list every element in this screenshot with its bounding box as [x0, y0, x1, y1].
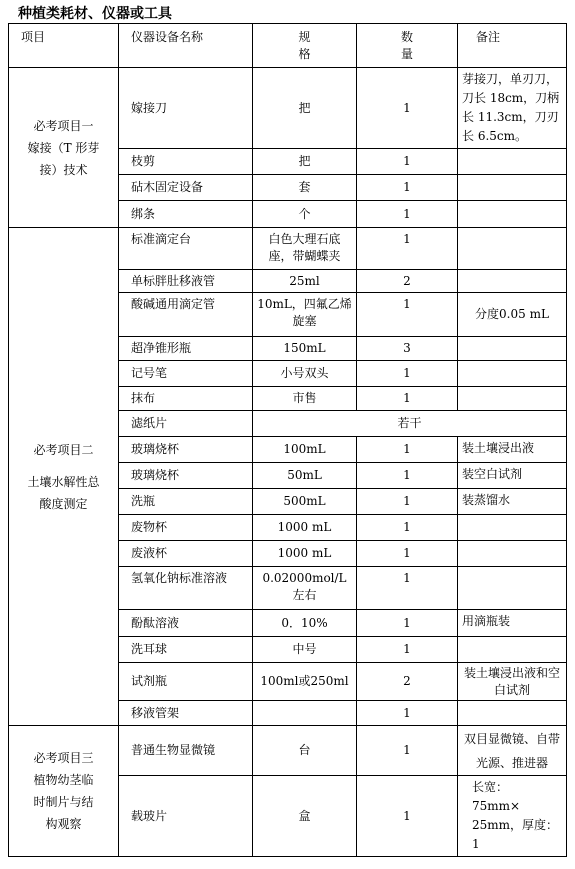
item-qty: 1: [357, 515, 458, 541]
item-qty: 1: [357, 726, 458, 776]
item-qty: 1: [357, 149, 458, 175]
project-cell-2: 必考项目二 土壤水解性总 酸度测定: [9, 228, 119, 726]
item-spec: 100mL: [253, 437, 357, 463]
project-cell-3: 必考项目三 植物幼茎临 时制片与结 构观察: [9, 726, 119, 857]
item-name: 酚酞溶液: [119, 610, 253, 637]
item-note: 长宽： 75mm× 25mm，厚度： 1: [458, 776, 567, 857]
item-note: [458, 149, 567, 175]
item-spec: 套: [253, 175, 357, 201]
item-spec: 个: [253, 201, 357, 228]
item-note: [458, 337, 567, 361]
item-spec: 台: [253, 726, 357, 776]
item-name: 洗耳球: [119, 637, 253, 663]
item-note: [458, 270, 567, 293]
item-note: 装土壤浸出液: [458, 437, 567, 463]
item-spec: 10mL，四氟乙烯旋塞: [253, 293, 357, 337]
item-note: 用滴瓶装: [458, 610, 567, 637]
item-spec: 中号: [253, 637, 357, 663]
item-note: 双目显微镜、自带光源、推进器: [458, 726, 567, 776]
item-note: [458, 361, 567, 387]
item-note: [458, 637, 567, 663]
item-spec: 500mL: [253, 489, 357, 515]
item-name: 滤纸片: [119, 411, 253, 437]
item-qty: 1: [357, 567, 458, 610]
item-qty: 1: [357, 489, 458, 515]
item-spec: 1000 mL: [253, 541, 357, 567]
item-name: 试剂瓶: [119, 663, 253, 701]
item-spec: 盒: [253, 776, 357, 857]
item-qty: 1: [357, 610, 458, 637]
table-row: [9, 68, 567, 149]
item-spec: 0.02000mol/L左右: [253, 567, 357, 610]
item-name: 玻璃烧杯: [119, 463, 253, 489]
item-name: 单标胖肚移液管: [119, 270, 253, 293]
header-qty: 数 量: [357, 24, 458, 68]
item-spec: 白色大理石底座，带蝴蝶夹: [253, 228, 357, 270]
equipment-table: [8, 23, 567, 857]
header-project: 项目: [9, 24, 119, 68]
item-name: 废液杯: [119, 541, 253, 567]
item-spec: 0．10%: [253, 610, 357, 637]
item-spec: 市售: [253, 387, 357, 411]
item-qty: 1: [357, 463, 458, 489]
item-note: [458, 701, 567, 726]
item-qty: 1: [357, 701, 458, 726]
item-name: 载玻片: [119, 776, 253, 857]
item-qty: 1: [357, 437, 458, 463]
item-name: 废物杯: [119, 515, 253, 541]
item-qty: 1: [357, 637, 458, 663]
item-note: 芽接刀，单刃刀，刀长 18cm，刀柄长 11.3cm，刀刃长 6.5cm。: [458, 68, 567, 149]
item-name: 洗瓶: [119, 489, 253, 515]
item-qty: 1: [357, 68, 458, 149]
header-spec: 规 格: [253, 24, 357, 68]
item-name: 移液管架: [119, 701, 253, 726]
header-name: 仪器设备名称: [119, 24, 253, 68]
item-qty: 2: [357, 270, 458, 293]
item-qty: 1: [357, 228, 458, 270]
item-qty: 1: [357, 201, 458, 228]
item-note: [458, 515, 567, 541]
item-name: 酸碱通用滴定管: [119, 293, 253, 337]
item-name: 砧木固定设备: [119, 175, 253, 201]
item-spec: 1000 mL: [253, 515, 357, 541]
item-note: 装土壤浸出液和空白试剂: [458, 663, 567, 701]
item-spec: 150mL: [253, 337, 357, 361]
item-note: [458, 201, 567, 228]
item-name: 绑条: [119, 201, 253, 228]
table-row: [9, 228, 567, 270]
item-name: 超净锥形瓶: [119, 337, 253, 361]
item-note: 分度0.05 mL: [458, 293, 567, 337]
item-name: 抹布: [119, 387, 253, 411]
header-note: 备注: [458, 24, 567, 68]
item-note: [458, 175, 567, 201]
item-spec: 100ml或250ml: [253, 663, 357, 701]
page-title: 种植类耗材、仪器或工具: [18, 6, 172, 22]
item-spec: [253, 701, 357, 726]
item-note: 装空白试剂: [458, 463, 567, 489]
item-qty: 1: [357, 293, 458, 337]
item-qty: 1: [357, 541, 458, 567]
item-spec: 把: [253, 68, 357, 149]
item-note: [458, 228, 567, 270]
item-spec: 50mL: [253, 463, 357, 489]
item-name: 普通生物显微镜: [119, 726, 253, 776]
item-qty: 若干: [253, 411, 567, 437]
project-cell-1: 必考项目一 嫁接（T 形芽 接）技术: [9, 68, 119, 228]
item-qty: 1: [357, 361, 458, 387]
item-name: 嫁接刀: [119, 68, 253, 149]
item-spec: 把: [253, 149, 357, 175]
item-qty: 1: [357, 175, 458, 201]
item-name: 氢氧化钠标准溶液: [119, 567, 253, 610]
item-qty: 2: [357, 663, 458, 701]
header-row: [9, 24, 567, 68]
item-note: 装蒸馏水: [458, 489, 567, 515]
item-qty: 1: [357, 387, 458, 411]
item-spec: 25ml: [253, 270, 357, 293]
item-qty: 3: [357, 337, 458, 361]
item-name: 标准滴定台: [119, 228, 253, 270]
item-note: [458, 541, 567, 567]
item-note: [458, 567, 567, 610]
item-name: 记号笔: [119, 361, 253, 387]
item-name: 玻璃烧杯: [119, 437, 253, 463]
item-note: [458, 387, 567, 411]
item-name: 枝剪: [119, 149, 253, 175]
item-spec: 小号双头: [253, 361, 357, 387]
table-row: [9, 726, 567, 776]
item-qty: 1: [357, 776, 458, 857]
